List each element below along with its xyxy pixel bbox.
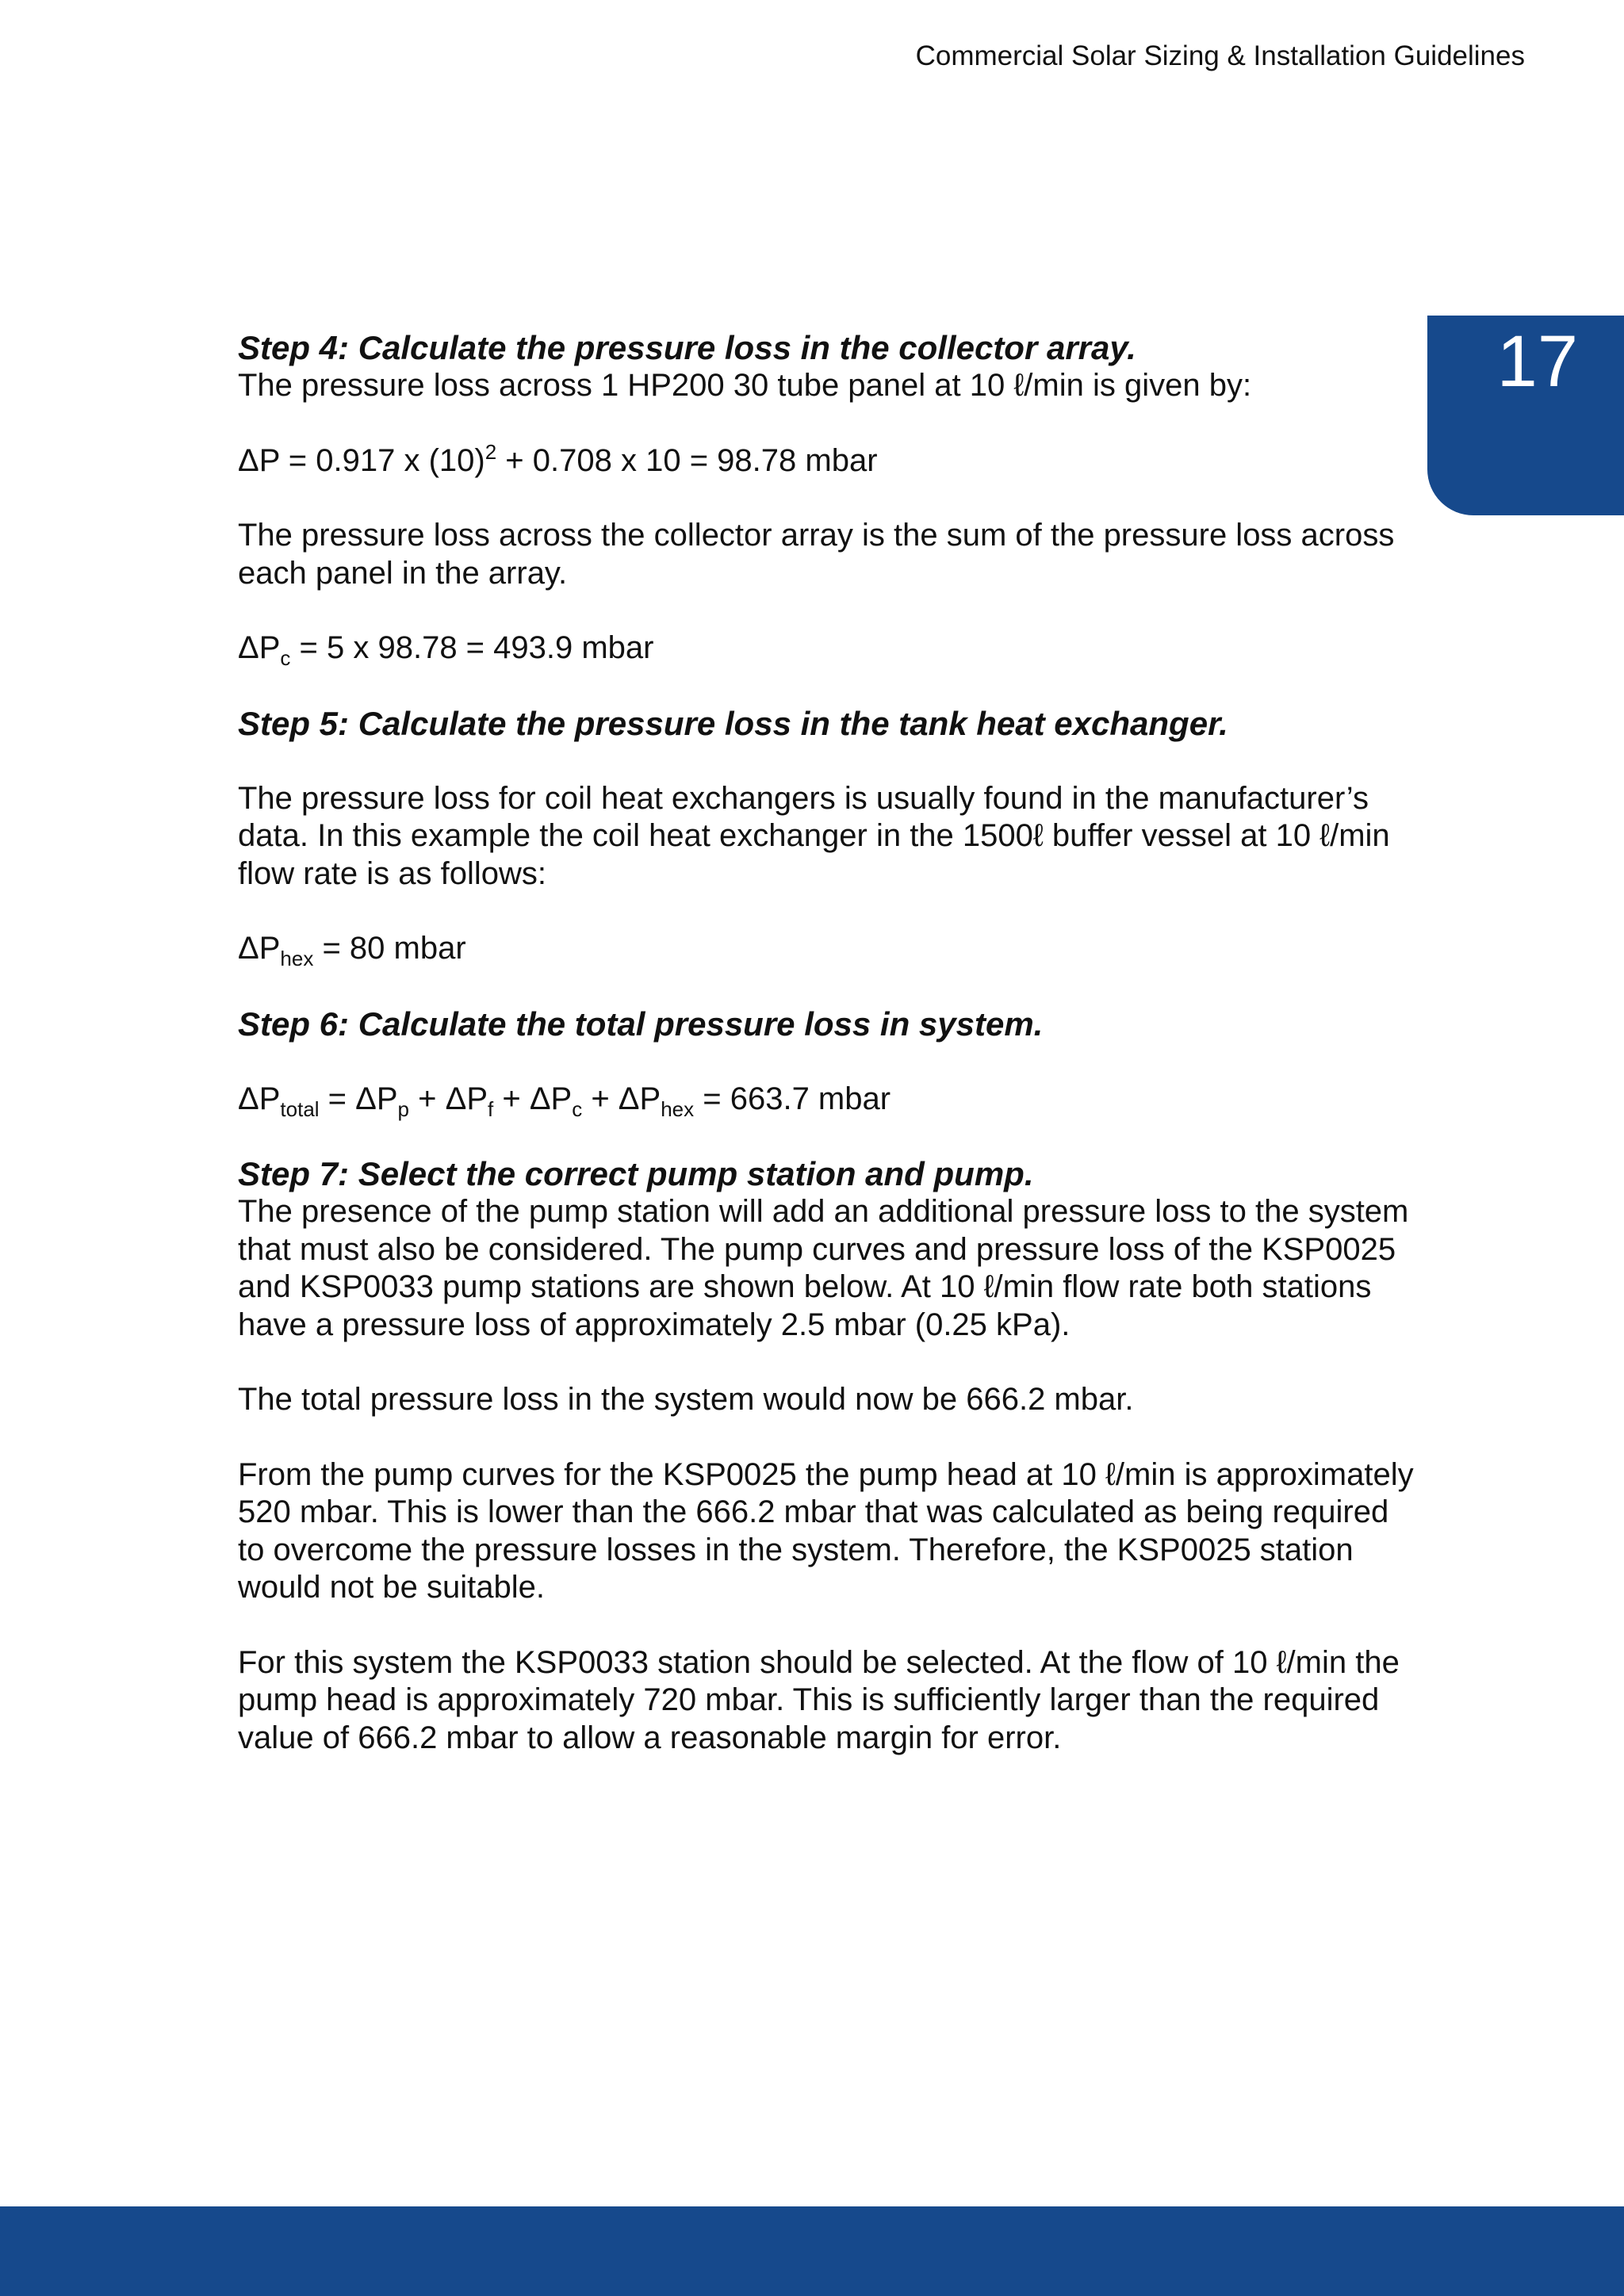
- page-number: 17: [1496, 321, 1578, 402]
- step7-ksp0025-paragraph: From the pump curves for the KSP0025 the pump head at 10 ℓ/min is approximately 520 mbar. This is lower than the 666.2 mbar that was calculated as being required to overcome the pressure losses in the system. Therefore, the KSP0025 station would not be suitable.: [238, 1456, 1414, 1605]
- step7-heading: Step 7: Select the correct pump station and pump.: [238, 1155, 1034, 1192]
- step4-equation-panel-loss: ΔP = 0.917 x $(10)^2 + 0.708$ x 10 = 98.78 mbar: [238, 439, 878, 478]
- document-body: [238, 329, 1419, 1757]
- step7-ksp0033-paragraph: For this system the KSP0033 station should be selected. At the flow of 10 ℓ/min the pump head is approximately 720 mbar. This is sufficiently larger than the required value of 666.2 mbar to allow a reasonable margin for error.: [238, 1644, 1400, 1755]
- step6-equation-total-loss: $\Delta P_{total} = \Delta P_p + \Delta P_f + \Delta P_c + \Delta P_{hex} = 663.7$ mbar: [238, 1081, 891, 1121]
- running-header: Commercial Solar Sizing & Installation Guidelines: [915, 40, 1525, 71]
- step5-paragraph: The pressure loss for coil heat exchangers is usually found in the manufacturer’s data. In this example the coil heat exchanger in the 1500ℓ buffer vessel at 10 ℓ/min flow rate is as follows:: [238, 780, 1390, 891]
- step4-array-paragraph: The pressure loss across the collector array is the sum of the pressure loss across each panel in the array.: [238, 518, 1395, 591]
- step7-pump-station-paragraph: The presence of the pump station will add an additional pressure loss to the system that must also be considered. The pump curves and pressure loss of the KSP0025 and KSP0033 pump stations are shown below. At 10 ℓ/min flow rate both stations have a pressure loss of approximately 2.5 mbar (0.25 kPa).: [238, 1194, 1409, 1342]
- step5-heading: Step 5: Calculate the pressure loss in the tank heat exchanger.: [238, 704, 1228, 742]
- page-number-tab: [1427, 316, 1624, 515]
- step4-intro: The pressure loss across 1 HP200 30 tube panel at 10 ℓ/min is given by:: [238, 368, 1252, 403]
- step7-total-loss-paragraph: The total pressure loss in the system would now be 666.2 mbar.: [238, 1382, 1134, 1417]
- step4-equation-array-loss: $\Delta P_c = 5$ x 98.78 = 493.9 mbar: [238, 630, 654, 670]
- footer-band: [0, 2206, 1624, 2296]
- step6-heading: Step 6: Calculate the total pressure loss in system.: [238, 1004, 1044, 1043]
- step5-equation-hex-loss: $\Delta P_{hex} = 80$ mbar: [238, 931, 466, 970]
- step4-heading: Step 4: Calculate the pressure loss in the collector array.: [238, 329, 1136, 366]
